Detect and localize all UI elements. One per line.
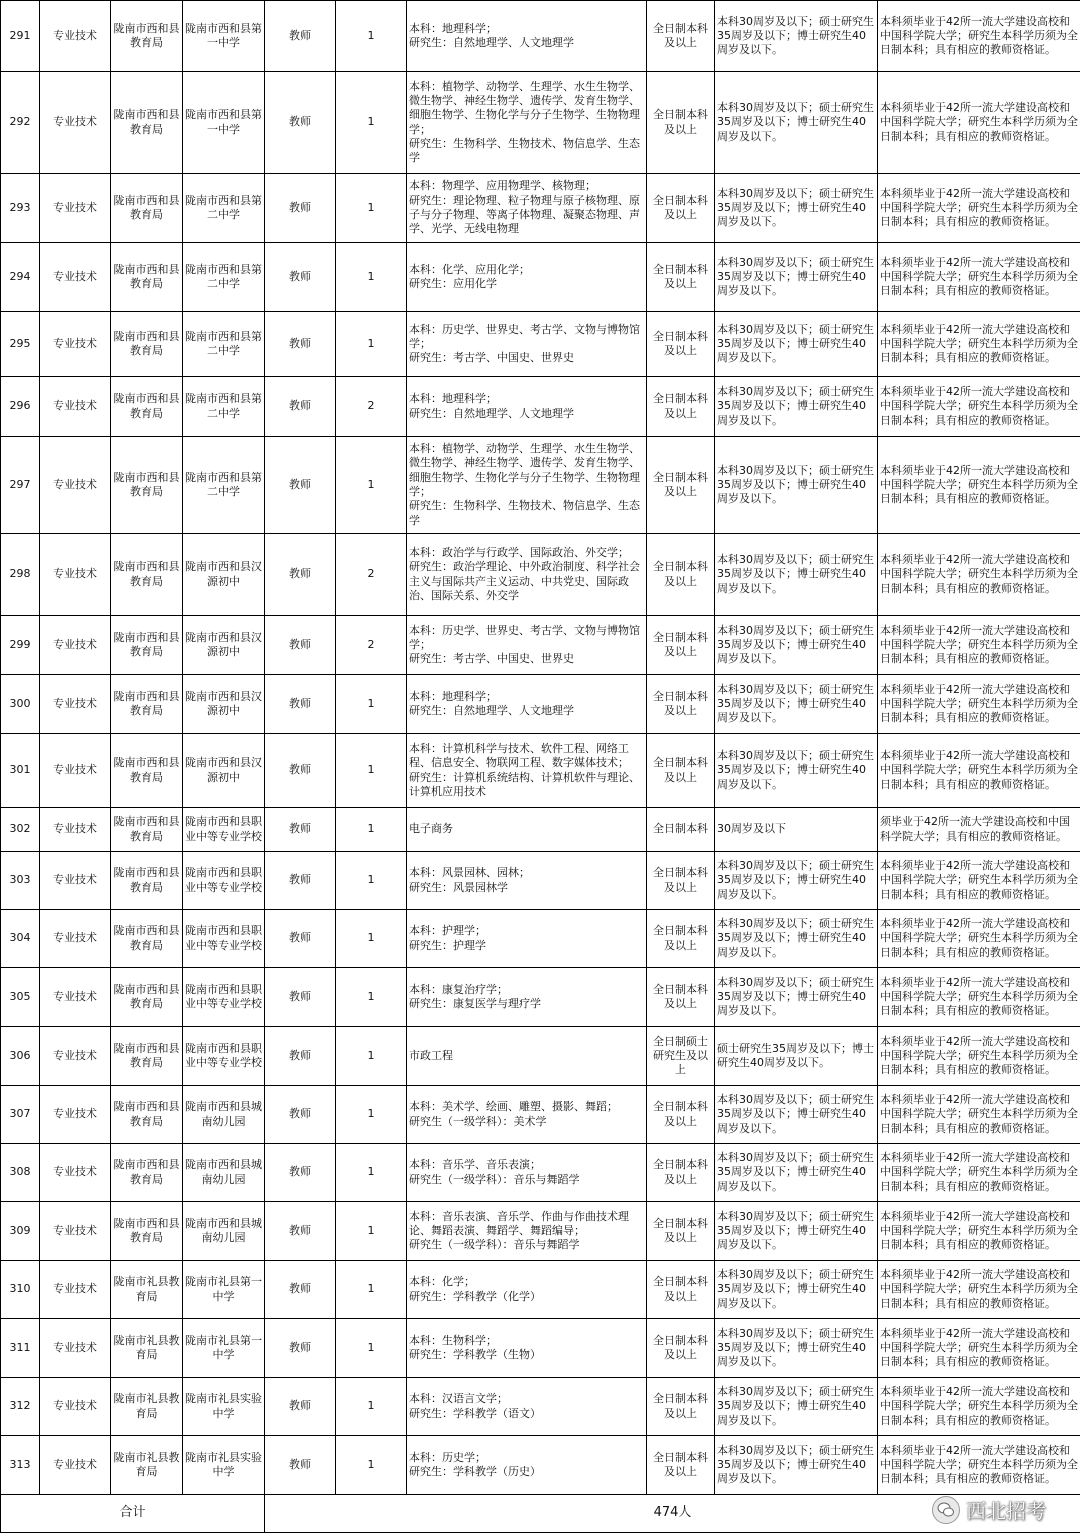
- headcount-cell: 1: [336, 1, 407, 72]
- table-row: [1, 174, 1080, 243]
- age-requirement-cell: 本科30周岁及以下；硕士研究生35周岁及以下；博士研究生40周岁及以下。: [715, 1436, 878, 1495]
- employer-cell: 陇南市西和县汉源初中: [183, 534, 265, 616]
- major-requirement-cell: 本科：美术学、绘画、雕塑、摄影、舞蹈； 研究生（一级学科）：美术学: [407, 1086, 647, 1144]
- category-cell: 专业技术: [40, 1027, 111, 1086]
- row-number-cell: 306: [1, 1027, 40, 1086]
- other-requirement-cell: 本科须毕业于42所一流大学建设高校和中国科学院大学；研究生本科学历须为全日制本科；具有相应的教师资格证。: [878, 1086, 1080, 1144]
- employer-cell: 陇南市西和县职业中等专业学校: [183, 1027, 265, 1086]
- age-requirement-cell: 硕士研究生35周岁及以下；博士研究生40周岁及以下。: [715, 1027, 878, 1086]
- major-requirement-cell: 本科：历史学、世界史、考古学、文物与博物馆学； 研究生：考古学、中国史、世界史: [407, 312, 647, 377]
- row-number-cell: 296: [1, 377, 40, 437]
- department-cell: 陇南市西和县教育局: [111, 1144, 183, 1202]
- major-requirement-cell: 本科：地理科学； 研究生：自然地理学、人文地理学: [407, 377, 647, 437]
- major-requirement-cell: 本科：地理科学； 研究生：自然地理学、人文地理学: [407, 675, 647, 734]
- headcount-cell: 1: [336, 1027, 407, 1086]
- total-value: 474人: [265, 1495, 1080, 1533]
- headcount-cell: 1: [336, 174, 407, 243]
- major-requirement-cell: 本科：康复治疗学； 研究生：康复医学与理疗学: [407, 968, 647, 1027]
- department-cell: 陇南市礼县教育局: [111, 1261, 183, 1319]
- row-number-cell: 299: [1, 616, 40, 675]
- employer-cell: 陇南市西和县第一中学: [183, 1, 265, 72]
- education-cell: 全日制本科及以上: [647, 72, 715, 174]
- education-cell: 全日制硕士研究生及以上: [647, 1027, 715, 1086]
- table-row: [1, 1436, 1080, 1495]
- table-row: [1, 1027, 1080, 1086]
- employer-cell: 陇南市西和县职业中等专业学校: [183, 808, 265, 852]
- row-number-cell: 293: [1, 174, 40, 243]
- category-cell: 专业技术: [40, 437, 111, 534]
- major-requirement-cell: 本科：音乐表演、音乐学、作曲与作曲技术理论、舞蹈表演、舞蹈学、舞蹈编导； 研究生（一级学科）：音乐与舞蹈学: [407, 1202, 647, 1261]
- category-cell: 专业技术: [40, 1319, 111, 1378]
- headcount-cell: 1: [336, 1086, 407, 1144]
- other-requirement-cell: 本科须毕业于42所一流大学建设高校和中国科学院大学；研究生本科学历须为全日制本科；具有相应的教师资格证。: [878, 377, 1080, 437]
- category-cell: 专业技术: [40, 1086, 111, 1144]
- category-cell: 专业技术: [40, 377, 111, 437]
- education-cell: 全日制本科及以上: [647, 1378, 715, 1436]
- age-requirement-cell: 本科30周岁及以下；硕士研究生35周岁及以下；博士研究生40周岁及以下。: [715, 1, 878, 72]
- other-requirement-cell: 本科须毕业于42所一流大学建设高校和中国科学院大学；研究生本科学历须为全日制本科；具有相应的教师资格证。: [878, 910, 1080, 968]
- other-requirement-cell: 本科须毕业于42所一流大学建设高校和中国科学院大学；研究生本科学历须为全日制本科；具有相应的教师资格证。: [878, 437, 1080, 534]
- age-requirement-cell: 本科30周岁及以下；硕士研究生35周岁及以下；博士研究生40周岁及以下。: [715, 675, 878, 734]
- headcount-cell: 2: [336, 534, 407, 616]
- employer-cell: 陇南市西和县第二中学: [183, 377, 265, 437]
- row-number-cell: 313: [1, 1436, 40, 1495]
- other-requirement-cell: 本科须毕业于42所一流大学建设高校和中国科学院大学；研究生本科学历须为全日制本科；具有相应的教师资格证。: [878, 1378, 1080, 1436]
- major-requirement-cell: 电子商务: [407, 808, 647, 852]
- headcount-cell: 1: [336, 1378, 407, 1436]
- row-number-cell: 304: [1, 910, 40, 968]
- other-requirement-cell: 本科须毕业于42所一流大学建设高校和中国科学院大学；研究生本科学历须为全日制本科；具有相应的教师资格证。: [878, 174, 1080, 243]
- department-cell: 陇南市西和县教育局: [111, 1, 183, 72]
- major-requirement-cell: 本科：计算机科学与技术、软件工程、网络工程、信息安全、物联网工程、数字媒体技术； 研究生：计算机系统结构、计算机软件与理论、计算机应用技术: [407, 734, 647, 808]
- post-name-cell: 教师: [265, 1086, 336, 1144]
- major-requirement-cell: 本科：政治学与行政学、国际政治、外交学； 研究生：政治学理论、中外政治制度、科学社会主义与国际共产主义运动、中共党史、国际政治、国际关系、外交学: [407, 534, 647, 616]
- row-number-cell: 307: [1, 1086, 40, 1144]
- education-cell: 全日制本科及以上: [647, 1319, 715, 1378]
- other-requirement-cell: 本科须毕业于42所一流大学建设高校和中国科学院大学；研究生本科学历须为全日制本科；具有相应的教师资格证。: [878, 852, 1080, 910]
- category-cell: 专业技术: [40, 1436, 111, 1495]
- category-cell: 专业技术: [40, 675, 111, 734]
- department-cell: 陇南市西和县教育局: [111, 437, 183, 534]
- category-cell: 专业技术: [40, 734, 111, 808]
- row-number-cell: 308: [1, 1144, 40, 1202]
- post-name-cell: 教师: [265, 312, 336, 377]
- post-name-cell: 教师: [265, 174, 336, 243]
- other-requirement-cell: 本科须毕业于42所一流大学建设高校和中国科学院大学；研究生本科学历须为全日制本科；具有相应的教师资格证。: [878, 968, 1080, 1027]
- education-cell: 全日制本科及以上: [647, 616, 715, 675]
- post-name-cell: 教师: [265, 1436, 336, 1495]
- watermark: [932, 1495, 1046, 1524]
- department-cell: 陇南市西和县教育局: [111, 1202, 183, 1261]
- total-label: 合计: [1, 1495, 265, 1533]
- department-cell: 陇南市西和县教育局: [111, 377, 183, 437]
- table-row: [1, 910, 1080, 968]
- row-number-cell: 295: [1, 312, 40, 377]
- headcount-cell: 1: [336, 1436, 407, 1495]
- employer-cell: 陇南市西和县城南幼儿园: [183, 1086, 265, 1144]
- other-requirement-cell: 本科须毕业于42所一流大学建设高校和中国科学院大学；研究生本科学历须为全日制本科；具有相应的教师资格证。: [878, 1261, 1080, 1319]
- headcount-cell: 1: [336, 72, 407, 174]
- table-row: [1, 616, 1080, 675]
- department-cell: 陇南市礼县教育局: [111, 1378, 183, 1436]
- other-requirement-cell: 本科须毕业于42所一流大学建设高校和中国科学院大学；研究生本科学历须为全日制本科；具有相应的教师资格证。: [878, 243, 1080, 312]
- row-number-cell: 291: [1, 1, 40, 72]
- age-requirement-cell: 本科30周岁及以下；硕士研究生35周岁及以下；博士研究生40周岁及以下。: [715, 243, 878, 312]
- category-cell: 专业技术: [40, 174, 111, 243]
- row-number-cell: 300: [1, 675, 40, 734]
- other-requirement-cell: 本科须毕业于42所一流大学建设高校和中国科学院大学；研究生本科学历须为全日制本科；具有相应的教师资格证。: [878, 1436, 1080, 1495]
- post-name-cell: 教师: [265, 852, 336, 910]
- post-name-cell: 教师: [265, 968, 336, 1027]
- age-requirement-cell: 本科30周岁及以下；硕士研究生35周岁及以下；博士研究生40周岁及以下。: [715, 1202, 878, 1261]
- major-requirement-cell: 本科：历史学、世界史、考古学、文物与博物馆学； 研究生：考古学、中国史、世界史: [407, 616, 647, 675]
- major-requirement-cell: 本科：化学； 研究生：学科教学（化学）: [407, 1261, 647, 1319]
- headcount-cell: 1: [336, 1144, 407, 1202]
- post-name-cell: 教师: [265, 243, 336, 312]
- other-requirement-cell: 本科须毕业于42所一流大学建设高校和中国科学院大学；研究生本科学历须为全日制本科；具有相应的教师资格证。: [878, 616, 1080, 675]
- age-requirement-cell: 本科30周岁及以下；硕士研究生35周岁及以下；博士研究生40周岁及以下。: [715, 1086, 878, 1144]
- age-requirement-cell: 本科30周岁及以下；硕士研究生35周岁及以下；博士研究生40周岁及以下。: [715, 534, 878, 616]
- employer-cell: 陇南市西和县汉源初中: [183, 675, 265, 734]
- other-requirement-cell: 本科须毕业于42所一流大学建设高校和中国科学院大学；研究生本科学历须为全日制本科；具有相应的教师资格证。: [878, 1144, 1080, 1202]
- education-cell: 全日制本科: [647, 808, 715, 852]
- education-cell: 全日制本科及以上: [647, 174, 715, 243]
- headcount-cell: 1: [336, 968, 407, 1027]
- headcount-cell: 1: [336, 312, 407, 377]
- category-cell: 专业技术: [40, 1378, 111, 1436]
- post-name-cell: 教师: [265, 616, 336, 675]
- headcount-cell: 1: [336, 734, 407, 808]
- major-requirement-cell: 本科：历史学； 研究生：学科教学（历史）: [407, 1436, 647, 1495]
- employer-cell: 陇南市礼县第一中学: [183, 1319, 265, 1378]
- other-requirement-cell: 本科须毕业于42所一流大学建设高校和中国科学院大学；研究生本科学历须为全日制本科；具有相应的教师资格证。: [878, 1319, 1080, 1378]
- table-row: [1, 675, 1080, 734]
- category-cell: 专业技术: [40, 534, 111, 616]
- category-cell: 专业技术: [40, 968, 111, 1027]
- category-cell: 专业技术: [40, 243, 111, 312]
- employer-cell: 陇南市西和县职业中等专业学校: [183, 910, 265, 968]
- employer-cell: 陇南市西和县城南幼儿园: [183, 1144, 265, 1202]
- row-number-cell: 297: [1, 437, 40, 534]
- education-cell: 全日制本科及以上: [647, 1202, 715, 1261]
- category-cell: 专业技术: [40, 852, 111, 910]
- employer-cell: 陇南市西和县汉源初中: [183, 616, 265, 675]
- department-cell: 陇南市西和县教育局: [111, 734, 183, 808]
- post-name-cell: 教师: [265, 734, 336, 808]
- major-requirement-cell: 本科：物理学、应用物理学、核物理； 研究生：理论物理、粒子物理与原子核物理、原子与分子物理、等离子体物理、凝聚态物理、声学、光学、无线电物理: [407, 174, 647, 243]
- education-cell: 全日制本科及以上: [647, 312, 715, 377]
- age-requirement-cell: 本科30周岁及以下；硕士研究生35周岁及以下；博士研究生40周岁及以下。: [715, 1319, 878, 1378]
- department-cell: 陇南市西和县教育局: [111, 1086, 183, 1144]
- row-number-cell: 309: [1, 1202, 40, 1261]
- age-requirement-cell: 本科30周岁及以下；硕士研究生35周岁及以下；博士研究生40周岁及以下。: [715, 312, 878, 377]
- headcount-cell: 1: [336, 1202, 407, 1261]
- watermark-text: 西北招考: [966, 1499, 1046, 1523]
- post-name-cell: 教师: [265, 910, 336, 968]
- other-requirement-cell: 本科须毕业于42所一流大学建设高校和中国科学院大学；研究生本科学历须为全日制本科；具有相应的教师资格证。: [878, 312, 1080, 377]
- department-cell: 陇南市西和县教育局: [111, 174, 183, 243]
- post-name-cell: 教师: [265, 377, 336, 437]
- employer-cell: 陇南市礼县实验中学: [183, 1436, 265, 1495]
- employer-cell: 陇南市礼县实验中学: [183, 1378, 265, 1436]
- headcount-cell: 1: [336, 437, 407, 534]
- row-number-cell: 303: [1, 852, 40, 910]
- category-cell: 专业技术: [40, 910, 111, 968]
- education-cell: 全日制本科及以上: [647, 377, 715, 437]
- department-cell: 陇南市西和县教育局: [111, 852, 183, 910]
- age-requirement-cell: 本科30周岁及以下；硕士研究生35周岁及以下；博士研究生40周岁及以下。: [715, 174, 878, 243]
- age-requirement-cell: 本科30周岁及以下；硕士研究生35周岁及以下；博士研究生40周岁及以下。: [715, 910, 878, 968]
- table-row: [1, 1319, 1080, 1378]
- category-cell: 专业技术: [40, 616, 111, 675]
- other-requirement-cell: 本科须毕业于42所一流大学建设高校和中国科学院大学；研究生本科学历须为全日制本科；具有相应的教师资格证。: [878, 675, 1080, 734]
- major-requirement-cell: 市政工程: [407, 1027, 647, 1086]
- headcount-cell: 1: [336, 675, 407, 734]
- department-cell: 陇南市西和县教育局: [111, 72, 183, 174]
- education-cell: 全日制本科及以上: [647, 437, 715, 534]
- table-row: [1, 1202, 1080, 1261]
- row-number-cell: 294: [1, 243, 40, 312]
- major-requirement-cell: 本科：生物科学； 研究生：学科教学（生物）: [407, 1319, 647, 1378]
- category-cell: 专业技术: [40, 312, 111, 377]
- department-cell: 陇南市西和县教育局: [111, 1027, 183, 1086]
- category-cell: 专业技术: [40, 1144, 111, 1202]
- employer-cell: 陇南市西和县第二中学: [183, 243, 265, 312]
- department-cell: 陇南市西和县教育局: [111, 910, 183, 968]
- category-cell: 专业技术: [40, 1202, 111, 1261]
- category-cell: 专业技术: [40, 72, 111, 174]
- table-body: [1, 1, 1080, 1533]
- row-number-cell: 298: [1, 534, 40, 616]
- employer-cell: 陇南市西和县城南幼儿园: [183, 1202, 265, 1261]
- age-requirement-cell: 本科30周岁及以下；硕士研究生35周岁及以下；博士研究生40周岁及以下。: [715, 437, 878, 534]
- post-name-cell: 教师: [265, 437, 336, 534]
- table-row: [1, 437, 1080, 534]
- age-requirement-cell: 本科30周岁及以下；硕士研究生35周岁及以下；博士研究生40周岁及以下。: [715, 1144, 878, 1202]
- table-row: [1, 734, 1080, 808]
- employer-cell: 陇南市礼县第一中学: [183, 1261, 265, 1319]
- row-number-cell: 310: [1, 1261, 40, 1319]
- education-cell: 全日制本科及以上: [647, 675, 715, 734]
- education-cell: 全日制本科及以上: [647, 968, 715, 1027]
- department-cell: 陇南市西和县教育局: [111, 808, 183, 852]
- post-name-cell: 教师: [265, 72, 336, 174]
- age-requirement-cell: 本科30周岁及以下；硕士研究生35周岁及以下；博士研究生40周岁及以下。: [715, 72, 878, 174]
- department-cell: 陇南市西和县教育局: [111, 534, 183, 616]
- employer-cell: 陇南市西和县第二中学: [183, 437, 265, 534]
- post-name-cell: 教师: [265, 1144, 336, 1202]
- table-row: [1, 808, 1080, 852]
- other-requirement-cell: 本科须毕业于42所一流大学建设高校和中国科学院大学；研究生本科学历须为全日制本科；具有相应的教师资格证。: [878, 72, 1080, 174]
- education-cell: 全日制本科及以上: [647, 1, 715, 72]
- age-requirement-cell: 本科30周岁及以下；硕士研究生35周岁及以下；博士研究生40周岁及以下。: [715, 852, 878, 910]
- headcount-cell: 2: [336, 616, 407, 675]
- headcount-cell: 1: [336, 1261, 407, 1319]
- headcount-cell: 2: [336, 377, 407, 437]
- major-requirement-cell: 本科：汉语言文学； 研究生：学科教学（语文）: [407, 1378, 647, 1436]
- table-row: [1, 1261, 1080, 1319]
- row-number-cell: 292: [1, 72, 40, 174]
- post-name-cell: 教师: [265, 1, 336, 72]
- age-requirement-cell: 本科30周岁及以下；硕士研究生35周岁及以下；博士研究生40周岁及以下。: [715, 1261, 878, 1319]
- department-cell: 陇南市西和县教育局: [111, 968, 183, 1027]
- employer-cell: 陇南市西和县职业中等专业学校: [183, 968, 265, 1027]
- table-row: [1, 968, 1080, 1027]
- table-row: [1, 534, 1080, 616]
- table-row: [1, 852, 1080, 910]
- age-requirement-cell: 本科30周岁及以下；硕士研究生35周岁及以下；博士研究生40周岁及以下。: [715, 1378, 878, 1436]
- post-name-cell: 教师: [265, 675, 336, 734]
- other-requirement-cell: 本科须毕业于42所一流大学建设高校和中国科学院大学；研究生本科学历须为全日制本科；具有相应的教师资格证。: [878, 1, 1080, 72]
- table-row: [1, 377, 1080, 437]
- department-cell: 陇南市西和县教育局: [111, 243, 183, 312]
- headcount-cell: 1: [336, 852, 407, 910]
- age-requirement-cell: 本科30周岁及以下；硕士研究生35周岁及以下；博士研究生40周岁及以下。: [715, 377, 878, 437]
- age-requirement-cell: 本科30周岁及以下；硕士研究生35周岁及以下；博士研究生40周岁及以下。: [715, 734, 878, 808]
- department-cell: 陇南市礼县教育局: [111, 1436, 183, 1495]
- headcount-cell: 1: [336, 808, 407, 852]
- total-row: [1, 1495, 1080, 1533]
- post-name-cell: 教师: [265, 1261, 336, 1319]
- education-cell: 全日制本科及以上: [647, 910, 715, 968]
- major-requirement-cell: 本科：地理科学； 研究生：自然地理学、人文地理学: [407, 1, 647, 72]
- other-requirement-cell: 本科须毕业于42所一流大学建设高校和中国科学院大学；研究生本科学历须为全日制本科；具有相应的教师资格证。: [878, 1027, 1080, 1086]
- age-requirement-cell: 30周岁及以下: [715, 808, 878, 852]
- table-row: [1, 1144, 1080, 1202]
- post-name-cell: 教师: [265, 1378, 336, 1436]
- other-requirement-cell: 本科须毕业于42所一流大学建设高校和中国科学院大学；研究生本科学历须为全日制本科；具有相应的教师资格证。: [878, 734, 1080, 808]
- employer-cell: 陇南市西和县汉源初中: [183, 734, 265, 808]
- post-name-cell: 教师: [265, 808, 336, 852]
- category-cell: 专业技术: [40, 1, 111, 72]
- employer-cell: 陇南市西和县职业中等专业学校: [183, 852, 265, 910]
- table-row: [1, 243, 1080, 312]
- post-name-cell: 教师: [265, 1027, 336, 1086]
- major-requirement-cell: 本科：风景园林、园林； 研究生：风景园林学: [407, 852, 647, 910]
- major-requirement-cell: 本科：音乐学、音乐表演； 研究生（一级学科）：音乐与舞蹈学: [407, 1144, 647, 1202]
- headcount-cell: 1: [336, 1319, 407, 1378]
- row-number-cell: 305: [1, 968, 40, 1027]
- education-cell: 全日制本科及以上: [647, 1261, 715, 1319]
- category-cell: 专业技术: [40, 808, 111, 852]
- other-requirement-cell: 须毕业于42所一流大学建设高校和中国科学院大学；具有相应的教师资格证。: [878, 808, 1080, 852]
- department-cell: 陇南市礼县教育局: [111, 1319, 183, 1378]
- table-row: [1, 72, 1080, 174]
- post-name-cell: 教师: [265, 1319, 336, 1378]
- major-requirement-cell: 本科：护理学； 研究生：护理学: [407, 910, 647, 968]
- education-cell: 全日制本科及以上: [647, 852, 715, 910]
- education-cell: 全日制本科及以上: [647, 1144, 715, 1202]
- row-number-cell: 312: [1, 1378, 40, 1436]
- category-cell: 专业技术: [40, 1261, 111, 1319]
- row-number-cell: 311: [1, 1319, 40, 1378]
- headcount-cell: 1: [336, 910, 407, 968]
- major-requirement-cell: 本科：植物学、动物学、生理学、水生生物学、微生物学、神经生物学、遗传学、发育生物学、细胞生物学、生物化学与分子生物学、生物物理学； 研究生：生物科学、生物技术、物信息学、生态学: [407, 437, 647, 534]
- age-requirement-cell: 本科30周岁及以下；硕士研究生35周岁及以下；博士研究生40周岁及以下。: [715, 616, 878, 675]
- other-requirement-cell: 本科须毕业于42所一流大学建设高校和中国科学院大学；研究生本科学历须为全日制本科；具有相应的教师资格证。: [878, 1202, 1080, 1261]
- department-cell: 陇南市西和县教育局: [111, 616, 183, 675]
- major-requirement-cell: 本科：植物学、动物学、生理学、水生生物学、微生物学、神经生物学、遗传学、发育生物学、细胞生物学、生物化学与分子生物学、生物物理学； 研究生：生物科学、生物技术、物信息学、生态学: [407, 72, 647, 174]
- employer-cell: 陇南市西和县第一中学: [183, 72, 265, 174]
- headcount-cell: 1: [336, 243, 407, 312]
- education-cell: 全日制本科及以上: [647, 243, 715, 312]
- age-requirement-cell: 本科30周岁及以下；硕士研究生35周岁及以下；博士研究生40周岁及以下。: [715, 968, 878, 1027]
- employer-cell: 陇南市西和县第二中学: [183, 174, 265, 243]
- education-cell: 全日制本科及以上: [647, 1086, 715, 1144]
- other-requirement-cell: 本科须毕业于42所一流大学建设高校和中国科学院大学；研究生本科学历须为全日制本科；具有相应的教师资格证。: [878, 534, 1080, 616]
- post-name-cell: 教师: [265, 534, 336, 616]
- row-number-cell: 302: [1, 808, 40, 852]
- education-cell: 全日制本科及以上: [647, 534, 715, 616]
- department-cell: 陇南市西和县教育局: [111, 312, 183, 377]
- wechat-icon: [932, 1496, 960, 1524]
- table-row: [1, 312, 1080, 377]
- major-requirement-cell: 本科：化学、应用化学； 研究生：应用化学: [407, 243, 647, 312]
- department-cell: 陇南市西和县教育局: [111, 675, 183, 734]
- post-name-cell: 教师: [265, 1202, 336, 1261]
- employer-cell: 陇南市西和县第二中学: [183, 312, 265, 377]
- education-cell: 全日制本科及以上: [647, 734, 715, 808]
- table-row: [1, 1, 1080, 72]
- education-cell: 全日制本科及以上: [647, 1436, 715, 1495]
- row-number-cell: 301: [1, 734, 40, 808]
- table-row: [1, 1086, 1080, 1144]
- table-row: [1, 1378, 1080, 1436]
